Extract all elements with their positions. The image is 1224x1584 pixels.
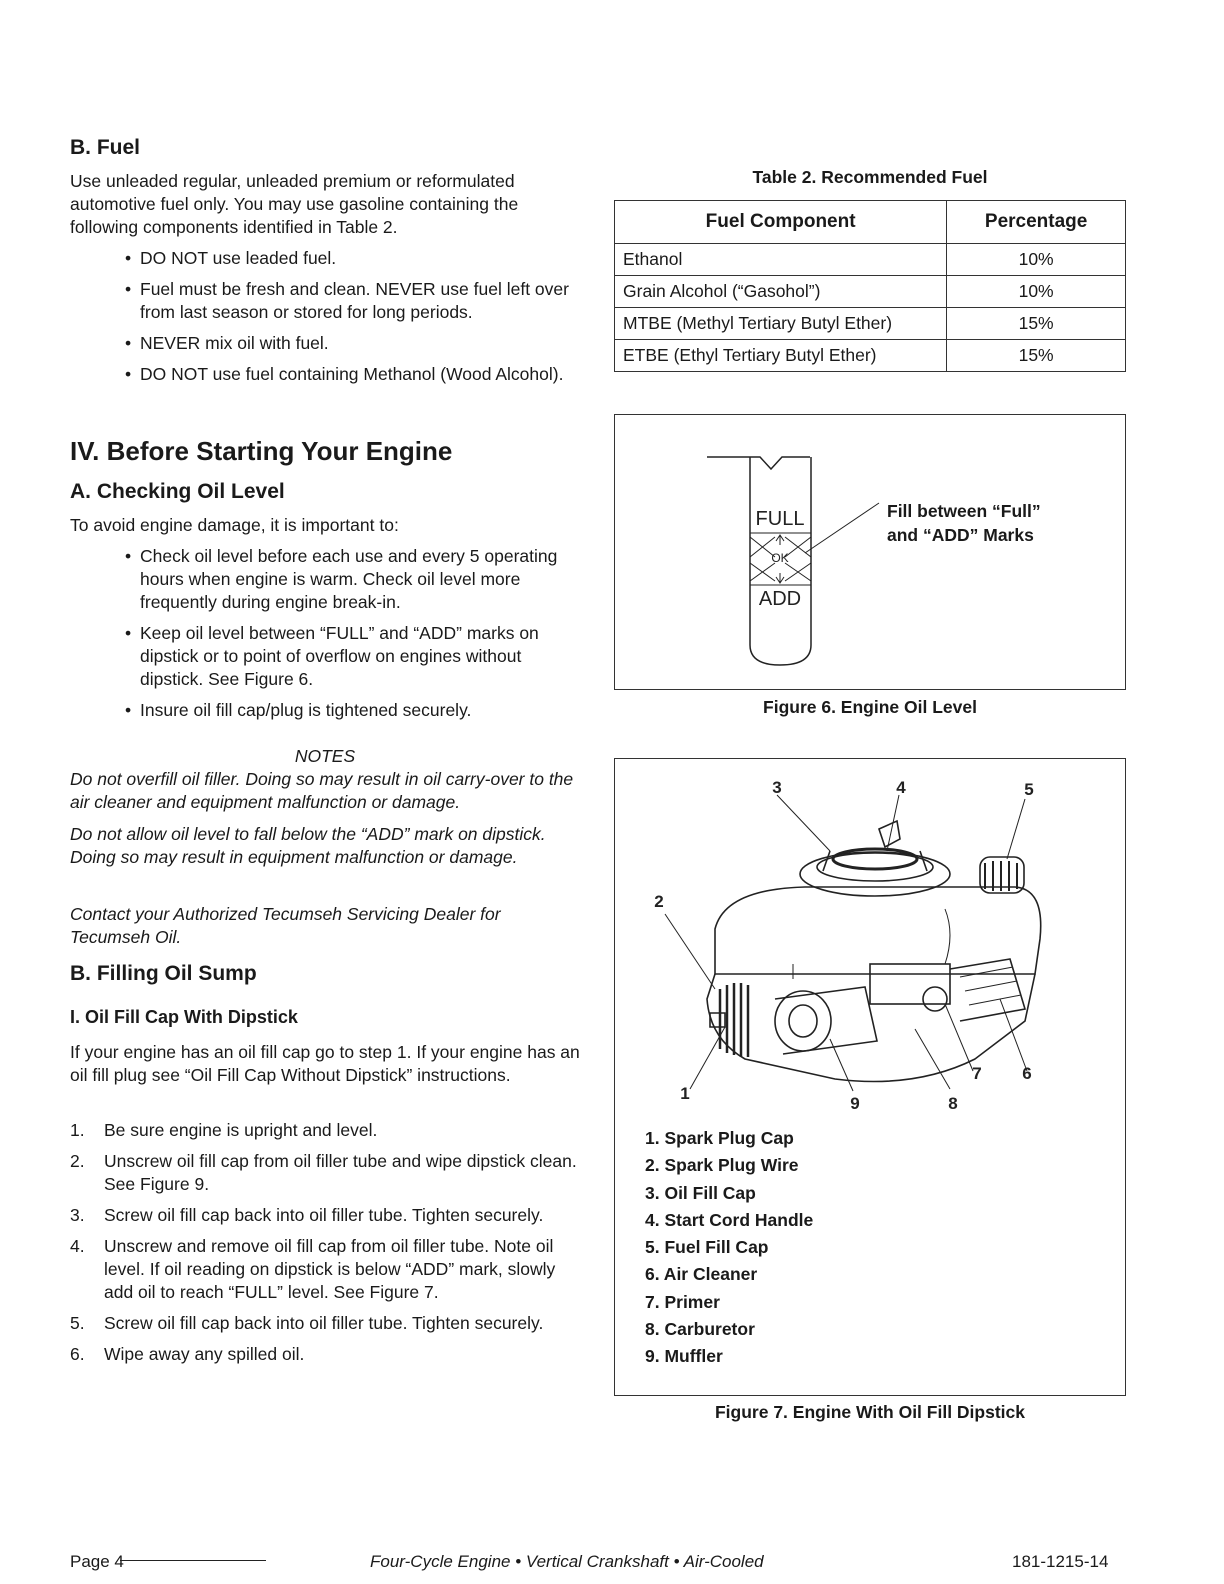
step-number: 4.	[70, 1236, 85, 1256]
step-number: 3.	[70, 1205, 85, 1225]
checking-oil-heading: A. Checking Oil Level	[70, 480, 285, 503]
list-item: • DO NOT use fuel containing Methanol (Wood Alcohol).	[70, 363, 580, 386]
table-cell: 15%	[947, 308, 1126, 340]
callout-number: 1	[680, 1084, 690, 1103]
step-number: 6.	[70, 1344, 85, 1364]
table-row	[615, 276, 1126, 308]
fill-callout-line: and “ADD” Marks	[887, 525, 1034, 545]
callout-number: 9	[850, 1094, 860, 1113]
section-iv-heading: IV. Before Starting Your Engine	[70, 436, 453, 466]
footer-title: Four-Cycle Engine • Vertical Crankshaft • Air-Cooled	[370, 1552, 764, 1571]
figure7-box	[614, 758, 1126, 1396]
step-number: 1.	[70, 1120, 85, 1140]
figure7-caption: Figure 7. Engine With Oil Fill Dipstick	[714, 1402, 1025, 1422]
table-row	[615, 308, 1126, 340]
list-item: • Insure oil fill cap/plug is tightened securely.	[70, 699, 580, 722]
table-row	[615, 244, 1126, 276]
callout-number: 3	[772, 778, 782, 797]
add-mark-label: ADD	[758, 588, 802, 610]
table-header-row	[615, 201, 1126, 244]
fuel-intro: Use unleaded regular, unleaded premium or reformulated automotive fuel only. You may use gasoline containing the following components identified in Table 2.	[70, 171, 519, 237]
fill-callout	[887, 499, 1041, 547]
note-paragraph: Do not allow oil level to fall below the “ADD” mark on dipstick. Doing so may result in equipment malfunction or damage.	[70, 824, 546, 867]
footer-page-number: Page 4	[70, 1552, 124, 1571]
fill-callout-line: Fill between “Full”	[887, 501, 1041, 521]
parts-list	[645, 1125, 813, 1371]
note-paragraph: Do not overfill oil filler. Doing so may result in oil carry-over to the air cleaner and equipment malfunction or damage.	[70, 769, 574, 812]
parts-list-item: 9. Muffler	[645, 1346, 723, 1367]
table-cell: Ethanol	[615, 244, 947, 276]
footer-doc-number: 181-1215-14	[1012, 1552, 1109, 1571]
parts-list-item: 1. Spark Plug Cap	[645, 1128, 794, 1148]
table2-caption: Table 2. Recommended Fuel	[752, 167, 988, 187]
column-header: Fuel Component	[615, 201, 947, 244]
table-cell: 10%	[947, 276, 1126, 308]
figure6-caption: Figure 6. Engine Oil Level	[763, 697, 977, 717]
filling-intro: If your engine has an oil fill cap go to step 1. If your engine has an oil fill plug see “Oil Fill Cap Without Dipstick” instructions.	[70, 1042, 580, 1085]
list-item: • NEVER mix oil with fuel.	[70, 332, 580, 355]
step-number: 5.	[70, 1313, 85, 1333]
step-item	[70, 1235, 580, 1304]
list-item: • Fuel must be fresh and clean. NEVER use fuel left over from last season or stored for long periods.	[70, 278, 580, 324]
oil-fill-cap-subheading: I. Oil Fill Cap With Dipstick	[70, 1007, 298, 1027]
callout-number: 8	[948, 1094, 958, 1113]
table-cell: ETBE (Ethyl Tertiary Butyl Ether)	[615, 340, 947, 372]
parts-list-item: 2. Spark Plug Wire	[645, 1155, 799, 1176]
step-text: Wipe away any spilled oil.	[104, 1344, 305, 1364]
step-text: Be sure engine is upright and level.	[104, 1120, 378, 1140]
table-row	[615, 340, 1126, 372]
parts-list-item: 8. Carburetor	[645, 1319, 755, 1340]
parts-list-item: 4. Start Cord Handle	[645, 1209, 814, 1230]
table-cell: Grain Alcohol (“Gasohol”)	[615, 276, 947, 308]
note-paragraph: Contact your Authorized Tecumseh Servicing Dealer for Tecumseh Oil.	[70, 904, 501, 947]
step-text: Screw oil fill cap back into oil filler tube. Tighten securely.	[104, 1313, 544, 1333]
notes-heading: NOTES	[294, 746, 356, 766]
fuel-heading: B. Fuel	[70, 136, 141, 159]
step-text: Screw oil fill cap back into oil filler tube. Tighten securely.	[104, 1205, 544, 1225]
column-header: Percentage	[947, 201, 1126, 244]
ok-mark-label: OK	[771, 551, 789, 565]
step-item	[70, 1150, 580, 1196]
parts-list-item: 6. Air Cleaner	[645, 1264, 758, 1285]
dipstick-illustration	[615, 415, 1125, 689]
filling-steps	[70, 1119, 580, 1374]
checking-bullet-list	[70, 545, 580, 730]
step-item	[70, 1119, 580, 1142]
table-cell: 10%	[947, 244, 1126, 276]
filling-oil-heading: B. Filling Oil Sump	[70, 962, 257, 985]
step-item	[70, 1204, 580, 1227]
recommended-fuel-table	[614, 200, 1126, 372]
list-item: • Check oil level before each use and every 5 operating hours when engine is warm. Check oil level more frequently during engine break-in.	[70, 545, 580, 614]
figure6-box	[614, 414, 1126, 690]
step-number: 2.	[70, 1151, 85, 1171]
callout-number: 6	[1022, 1064, 1032, 1083]
table-cell: 15%	[947, 340, 1126, 372]
parts-list-item: 3. Oil Fill Cap	[645, 1182, 756, 1203]
list-item: • DO NOT use leaded fuel.	[70, 247, 580, 270]
table-cell: MTBE (Methyl Tertiary Butyl Ether)	[615, 308, 947, 340]
callout-number: 4	[896, 778, 906, 797]
step-item	[70, 1312, 580, 1335]
full-mark-label: FULL	[755, 508, 805, 530]
step-text: Unscrew oil fill cap from oil filler tube and wipe dipstick clean. See Figure 9.	[104, 1151, 577, 1194]
parts-list-item: 5. Fuel Fill Cap	[645, 1237, 769, 1258]
step-item	[70, 1343, 580, 1366]
footer-rule	[120, 1560, 266, 1561]
engine-illustration	[615, 759, 1125, 1119]
checking-oil-intro: To avoid engine damage, it is important to:	[70, 515, 399, 535]
fuel-bullet-list	[70, 247, 580, 394]
list-item: • Keep oil level between “FULL” and “ADD” marks on dipstick or to point of overflow on engines without dipstick. See Figure 6.	[70, 622, 580, 691]
parts-list-item: 7. Primer	[645, 1291, 720, 1312]
step-text: Unscrew and remove oil fill cap from oil filler tube. Note oil level. If oil reading on dipstick is below “ADD” mark, slowly add oil to reach “FULL” level. See Figure 7.	[104, 1236, 556, 1302]
callout-number: 2	[654, 892, 664, 911]
callout-number: 5	[1024, 780, 1034, 799]
callout-number: 7	[972, 1064, 982, 1083]
